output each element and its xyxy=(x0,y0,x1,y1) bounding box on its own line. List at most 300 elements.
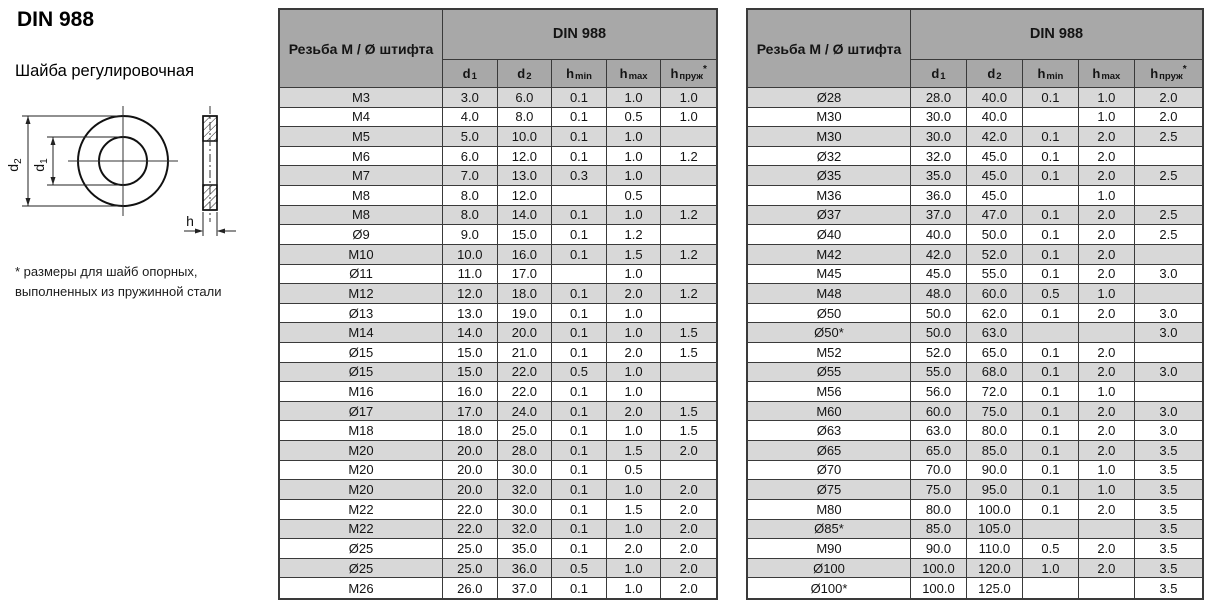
value-cell xyxy=(661,363,716,383)
value-cell: 0.1 xyxy=(552,245,607,265)
value-cell: 1.0 xyxy=(607,382,662,402)
footnote-line-2: выполненных из пружинной стали xyxy=(15,284,222,299)
value-cell: 0.1 xyxy=(1023,225,1079,245)
value-cell xyxy=(661,186,716,206)
value-cell: 0.5 xyxy=(552,559,607,579)
row-label: M12 xyxy=(280,284,443,304)
d1-dimension-label: $d_1$ xyxy=(31,158,50,172)
value-cell: 2.0 xyxy=(1079,127,1135,147)
value-cell: 2.0 xyxy=(1079,166,1135,186)
row-label: M5 xyxy=(280,127,443,147)
value-cell: 1.0 xyxy=(607,363,662,383)
row-label: M14 xyxy=(280,323,443,343)
row-label: M80 xyxy=(748,500,911,520)
value-cell: 36.0 xyxy=(498,559,553,579)
value-cell: 2.0 xyxy=(679,580,698,596)
value-cell: 1.0 xyxy=(1079,382,1135,402)
value-cell: 0.1 xyxy=(552,323,607,343)
value-cell: 3.0 xyxy=(1135,402,1202,422)
row-label: M45 xyxy=(748,265,911,285)
value-cell: 75.0 xyxy=(911,480,967,500)
value-cell: 90.0 xyxy=(911,539,967,559)
value-cell: 3.0 xyxy=(443,88,498,108)
value-cell: 0.1 xyxy=(552,284,607,304)
row-label: M48 xyxy=(748,284,911,304)
value-cell: 0.1 xyxy=(1023,343,1079,363)
value-cell xyxy=(661,304,716,324)
value-cell: 2.0 xyxy=(1079,343,1135,363)
value-cell: 47.0 xyxy=(967,206,1023,226)
value-cell: 8.0 xyxy=(498,108,553,128)
value-cell: 14.0 xyxy=(443,323,498,343)
row-label: Ø100* xyxy=(748,578,911,598)
value-cell: 1.0 xyxy=(1079,480,1135,500)
row-label: M30 xyxy=(748,127,911,147)
value-cell: 1.0 xyxy=(607,304,662,324)
row-label: Ø25 xyxy=(280,559,443,579)
value-cell: 0.1 xyxy=(1023,206,1079,226)
value-cell: 0.1 xyxy=(1023,500,1079,520)
value-cell: 65.0 xyxy=(911,441,967,461)
value-cell: 17.0 xyxy=(498,265,553,285)
value-cell: 1.0 xyxy=(607,147,662,167)
row-label: M22 xyxy=(280,500,443,520)
value-cell: 3.0 xyxy=(1135,421,1202,441)
value-cell: 2.0 xyxy=(1079,559,1135,579)
value-cell: 1.5 xyxy=(661,343,716,363)
value-cell: 0.1 xyxy=(1023,265,1079,285)
value-cell: 63.0 xyxy=(967,323,1023,343)
value-cell: 42.0 xyxy=(911,245,967,265)
value-cell: 3.5 xyxy=(1135,539,1202,559)
value-cell: 48.0 xyxy=(911,284,967,304)
value-cell: 19.0 xyxy=(498,304,553,324)
din-table-right xyxy=(746,8,1204,600)
value-cell: 22.0 xyxy=(498,363,553,383)
value-cell: 0.1 xyxy=(552,421,607,441)
row-label: Ø11 xyxy=(280,265,443,285)
value-cell: 0.1 xyxy=(552,539,607,559)
value-cell: 2.0 xyxy=(1135,108,1202,128)
value-cell: 0.1 xyxy=(1023,166,1079,186)
value-cell: 2.5 xyxy=(1135,127,1202,147)
value-cell: 56.0 xyxy=(911,382,967,402)
value-cell: 6.0 xyxy=(443,147,498,167)
value-cell: 120.0 xyxy=(967,559,1023,579)
value-cell xyxy=(661,461,716,481)
value-cell xyxy=(661,225,716,245)
value-cell: 95.0 xyxy=(967,480,1023,500)
value-cell: 1.0 xyxy=(607,421,662,441)
value-cell: 16.0 xyxy=(498,245,553,265)
value-cell: 52.0 xyxy=(911,343,967,363)
value-cell: 3.5 xyxy=(1159,580,1178,596)
value-cell: 60.0 xyxy=(967,284,1023,304)
value-cell xyxy=(1023,186,1079,206)
row-label: Ø25 xyxy=(280,539,443,559)
value-cell: 0.1 xyxy=(1023,127,1079,147)
value-cell: 28.0 xyxy=(911,88,967,108)
row-label: M20 xyxy=(280,441,443,461)
value-cell xyxy=(1023,578,1079,598)
value-cell: 0.1 xyxy=(1023,382,1079,402)
footnote xyxy=(15,262,221,302)
value-cell: 1.0 xyxy=(1079,284,1135,304)
value-cell: 28.0 xyxy=(498,441,553,461)
value-cell xyxy=(661,382,716,402)
value-cell: 32.0 xyxy=(498,480,553,500)
value-cell xyxy=(1135,343,1202,363)
value-cell: 15.0 xyxy=(498,225,553,245)
value-cell: 2.0 xyxy=(1079,421,1135,441)
value-cell: 2.0 xyxy=(1079,500,1135,520)
value-cell: 2.0 xyxy=(661,441,716,461)
value-cell: 60.0 xyxy=(911,402,967,422)
value-cell: 75.0 xyxy=(967,402,1023,422)
value-cell: 26.0 xyxy=(443,578,498,598)
value-cell: 45.0 xyxy=(967,166,1023,186)
row-label: Ø100 xyxy=(748,559,911,579)
value-cell: 20.0 xyxy=(443,441,498,461)
column-header-thread: Резьба М / Ø штифта xyxy=(280,10,443,88)
value-cell: 10.0 xyxy=(498,127,553,147)
value-cell: 1.5 xyxy=(607,500,662,520)
value-cell: 0.5 xyxy=(1023,539,1079,559)
value-cell: 3.5 xyxy=(1135,520,1202,540)
value-cell xyxy=(1023,108,1079,128)
group-header-din988: DIN 988 xyxy=(443,10,716,60)
value-cell: 14.0 xyxy=(498,206,553,226)
value-cell: 4.0 xyxy=(443,108,498,128)
value-cell: 1.5 xyxy=(661,421,716,441)
row-label: Ø50 xyxy=(748,304,911,324)
value-cell: 20.0 xyxy=(443,461,498,481)
row-label: M10 xyxy=(280,245,443,265)
value-cell: 1.0 xyxy=(607,127,662,147)
value-cell: 0.5 xyxy=(607,461,662,481)
value-cell: 0.1 xyxy=(552,304,607,324)
value-cell: 2.0 xyxy=(661,480,716,500)
washer-drawing xyxy=(0,100,270,258)
value-cell xyxy=(1079,578,1135,598)
column-header-d2: d $_2$ xyxy=(967,60,1023,88)
value-cell: 21.0 xyxy=(498,343,553,363)
value-cell: 1.0 xyxy=(607,520,662,540)
value-cell: 15.0 xyxy=(443,343,498,363)
value-cell: 42.0 xyxy=(967,127,1023,147)
value-cell: 2.0 xyxy=(607,284,662,304)
value-cell: 2.0 xyxy=(1079,245,1135,265)
value-cell: 100.0 xyxy=(911,578,967,598)
value-cell: 24.0 xyxy=(498,402,553,422)
value-cell: 1.0 xyxy=(661,108,716,128)
column-header-d2: d $_2$ xyxy=(498,60,553,88)
value-cell: 1.0 xyxy=(1023,559,1079,579)
row-label: Ø37 xyxy=(748,206,911,226)
row-label: M30 xyxy=(748,108,911,128)
value-cell xyxy=(661,166,716,186)
page-title: DIN 988 xyxy=(17,8,95,31)
value-cell: 63.0 xyxy=(911,421,967,441)
value-cell: 17.0 xyxy=(443,402,498,422)
value-cell: 0.5 xyxy=(607,108,662,128)
value-cell: 2.0 xyxy=(1079,441,1135,461)
value-cell: 5.0 xyxy=(443,127,498,147)
value-cell: 1.0 xyxy=(1079,108,1135,128)
value-cell: 40.0 xyxy=(967,108,1023,128)
value-cell: 100.0 xyxy=(911,559,967,579)
value-cell: 0.1 xyxy=(552,520,607,540)
value-cell xyxy=(1135,284,1202,304)
value-cell: 2.0 xyxy=(1079,539,1135,559)
value-cell: 1.0 xyxy=(607,559,662,579)
value-cell: 85.0 xyxy=(967,441,1023,461)
value-cell: 1.0 xyxy=(661,88,716,108)
value-cell: 1.5 xyxy=(661,402,716,422)
row-label: Ø17 xyxy=(280,402,443,422)
value-cell: 125.0 xyxy=(967,578,1023,598)
row-label: Ø28 xyxy=(748,88,911,108)
value-cell: 2.0 xyxy=(661,539,716,559)
value-cell: 7.0 xyxy=(443,166,498,186)
value-cell: 30.0 xyxy=(498,500,553,520)
group-header-din988: DIN 988 xyxy=(911,10,1202,60)
column-header-hmin: h $_{min}$ xyxy=(1023,60,1079,88)
value-cell: 2.0 xyxy=(661,520,716,540)
value-cell: 55.0 xyxy=(911,363,967,383)
value-cell xyxy=(552,186,607,206)
value-cell: 30.0 xyxy=(911,108,967,128)
value-cell: 1.2 xyxy=(661,147,716,167)
value-cell: 40.0 xyxy=(911,225,967,245)
value-cell xyxy=(552,265,607,285)
value-cell: 13.0 xyxy=(498,166,553,186)
value-cell: 0.1 xyxy=(1023,441,1079,461)
value-cell: 0.1 xyxy=(552,500,607,520)
value-cell: 0.1 xyxy=(552,578,607,598)
value-cell: 18.0 xyxy=(498,284,553,304)
value-cell: 0.1 xyxy=(1023,147,1079,167)
value-cell: 1.2 xyxy=(661,245,716,265)
value-cell: 2.5 xyxy=(1135,225,1202,245)
value-cell: 2.0 xyxy=(661,559,716,579)
value-cell: 0.1 xyxy=(552,441,607,461)
value-cell: 0.1 xyxy=(552,206,607,226)
value-cell: 52.0 xyxy=(967,245,1023,265)
row-label: Ø15 xyxy=(280,343,443,363)
value-cell: 2.0 xyxy=(607,402,662,422)
value-cell: 2.0 xyxy=(1079,363,1135,383)
d2-dimension-label: $d_2$ xyxy=(5,158,24,172)
value-cell: 1.0 xyxy=(607,480,662,500)
value-cell: 1.0 xyxy=(607,88,662,108)
value-cell: 3.0 xyxy=(1135,304,1202,324)
value-cell: 22.0 xyxy=(498,382,553,402)
value-cell: 2.0 xyxy=(1079,304,1135,324)
value-cell: 3.5 xyxy=(1135,559,1202,579)
value-cell xyxy=(1135,382,1202,402)
row-label: M22 xyxy=(280,520,443,540)
value-cell: 22.0 xyxy=(443,500,498,520)
value-cell: 3.0 xyxy=(1135,363,1202,383)
value-cell: 16.0 xyxy=(443,382,498,402)
row-label: M42 xyxy=(748,245,911,265)
value-cell: 70.0 xyxy=(911,461,967,481)
value-cell: 37.0 xyxy=(498,578,553,598)
value-cell: 8.0 xyxy=(443,186,498,206)
value-cell: 0.1 xyxy=(552,225,607,245)
value-cell: 2.5 xyxy=(1135,166,1202,186)
value-cell: 11.0 xyxy=(443,265,498,285)
value-cell xyxy=(1079,323,1135,343)
value-cell: 35.0 xyxy=(911,166,967,186)
value-cell: 20.0 xyxy=(498,323,553,343)
value-cell: 50.0 xyxy=(967,225,1023,245)
value-cell: 0.1 xyxy=(1023,480,1079,500)
value-cell xyxy=(661,127,716,147)
value-cell: 0.1 xyxy=(1023,421,1079,441)
column-header-hspring: h $_{пруж}$ * xyxy=(1135,60,1202,88)
row-label: Ø55 xyxy=(748,363,911,383)
value-cell: 45.0 xyxy=(967,147,1023,167)
value-cell: 45.0 xyxy=(911,265,967,285)
column-header-d1: d $_1$ xyxy=(443,60,498,88)
value-cell: 50.0 xyxy=(911,323,967,343)
value-cell: 55.0 xyxy=(967,265,1023,285)
row-label: M20 xyxy=(280,461,443,481)
value-cell: 30.0 xyxy=(498,461,553,481)
value-cell: 2.0 xyxy=(1079,402,1135,422)
value-cell: 85.0 xyxy=(911,520,967,540)
value-cell: 13.0 xyxy=(443,304,498,324)
row-label: M52 xyxy=(748,343,911,363)
value-cell: 10.0 xyxy=(443,245,498,265)
row-label: Ø50* xyxy=(748,323,911,343)
value-cell: 0.1 xyxy=(552,402,607,422)
value-cell: 12.0 xyxy=(498,147,553,167)
row-label: M56 xyxy=(748,382,911,402)
value-cell: 0.1 xyxy=(1023,461,1079,481)
value-cell: 0.5 xyxy=(607,186,662,206)
page-subtitle: Шайба регулировочная xyxy=(15,62,195,80)
row-label: M8 xyxy=(280,206,443,226)
value-cell: 0.1 xyxy=(552,461,607,481)
row-label: M36 xyxy=(748,186,911,206)
row-label: Ø15 xyxy=(280,363,443,383)
value-cell: 1.0 xyxy=(607,578,662,598)
value-cell: 32.0 xyxy=(498,520,553,540)
value-cell: 1.0 xyxy=(607,206,662,226)
value-cell xyxy=(1079,520,1135,540)
value-cell: 3.0 xyxy=(1135,265,1202,285)
value-cell: 0.1 xyxy=(552,88,607,108)
value-cell: 22.0 xyxy=(443,520,498,540)
value-cell: 2.5 xyxy=(1135,206,1202,226)
h-dimension-label: h xyxy=(186,213,194,229)
value-cell: 36.0 xyxy=(911,186,967,206)
value-cell: 0.5 xyxy=(552,363,607,383)
row-label: M18 xyxy=(280,421,443,441)
row-label: Ø13 xyxy=(280,304,443,324)
value-cell: 25.0 xyxy=(498,421,553,441)
value-cell: 35.0 xyxy=(498,539,553,559)
value-cell: 15.0 xyxy=(443,363,498,383)
value-cell: 1.0 xyxy=(607,166,662,186)
column-header-thread: Резьба М / Ø штифта xyxy=(748,10,911,88)
column-header-hmax: h $_{max}$ xyxy=(607,60,662,88)
value-cell: 40.0 xyxy=(967,88,1023,108)
row-label: Ø32 xyxy=(748,147,911,167)
row-label: M4 xyxy=(280,108,443,128)
value-cell: 25.0 xyxy=(443,559,498,579)
value-cell: 0.1 xyxy=(1023,363,1079,383)
footnote-line-1: * размеры для шайб опорных, xyxy=(15,264,198,279)
row-label: Ø75 xyxy=(748,480,911,500)
row-label: Ø65 xyxy=(748,441,911,461)
value-cell: 1.5 xyxy=(607,245,662,265)
row-label: M60 xyxy=(748,402,911,422)
row-label: M3 xyxy=(280,88,443,108)
value-cell: 0.1 xyxy=(552,343,607,363)
value-cell: 1.0 xyxy=(607,265,662,285)
value-cell: 18.0 xyxy=(443,421,498,441)
value-cell: 105.0 xyxy=(967,520,1023,540)
value-cell: 2.0 xyxy=(1079,206,1135,226)
row-label: Ø40 xyxy=(748,225,911,245)
value-cell: 100.0 xyxy=(967,500,1023,520)
value-cell xyxy=(1135,245,1202,265)
value-cell: 20.0 xyxy=(443,480,498,500)
value-cell: 0.5 xyxy=(1023,284,1079,304)
value-cell: 30.0 xyxy=(911,127,967,147)
value-cell: 62.0 xyxy=(967,304,1023,324)
value-cell: 80.0 xyxy=(967,421,1023,441)
value-cell: 12.0 xyxy=(443,284,498,304)
row-label: M20 xyxy=(280,480,443,500)
value-cell: 3.5 xyxy=(1135,461,1202,481)
value-cell: 45.0 xyxy=(967,186,1023,206)
value-cell: 8.0 xyxy=(443,206,498,226)
value-cell: 50.0 xyxy=(911,304,967,324)
value-cell: 25.0 xyxy=(443,539,498,559)
value-cell: 2.0 xyxy=(1079,265,1135,285)
value-cell xyxy=(1023,323,1079,343)
value-cell: 3.0 xyxy=(1135,323,1202,343)
value-cell: 0.1 xyxy=(552,480,607,500)
value-cell: 32.0 xyxy=(911,147,967,167)
value-cell: 1.2 xyxy=(661,206,716,226)
washer-side-view xyxy=(203,106,217,222)
value-cell: 72.0 xyxy=(967,382,1023,402)
row-label: Ø70 xyxy=(748,461,911,481)
value-cell: 1.2 xyxy=(661,284,716,304)
row-label: M6 xyxy=(280,147,443,167)
value-cell: 2.0 xyxy=(1079,147,1135,167)
value-cell: 110.0 xyxy=(967,539,1023,559)
value-cell: 1.0 xyxy=(1079,88,1135,108)
row-label: Ø85* xyxy=(748,520,911,540)
row-label: Ø9 xyxy=(280,225,443,245)
value-cell: 80.0 xyxy=(911,500,967,520)
value-cell: 0.1 xyxy=(552,108,607,128)
value-cell: 1.0 xyxy=(1079,461,1135,481)
row-label: Ø63 xyxy=(748,421,911,441)
value-cell: 0.1 xyxy=(552,382,607,402)
value-cell: 2.0 xyxy=(607,343,662,363)
value-cell xyxy=(1023,520,1079,540)
value-cell: 0.1 xyxy=(1023,88,1079,108)
din-table-left xyxy=(278,8,718,600)
